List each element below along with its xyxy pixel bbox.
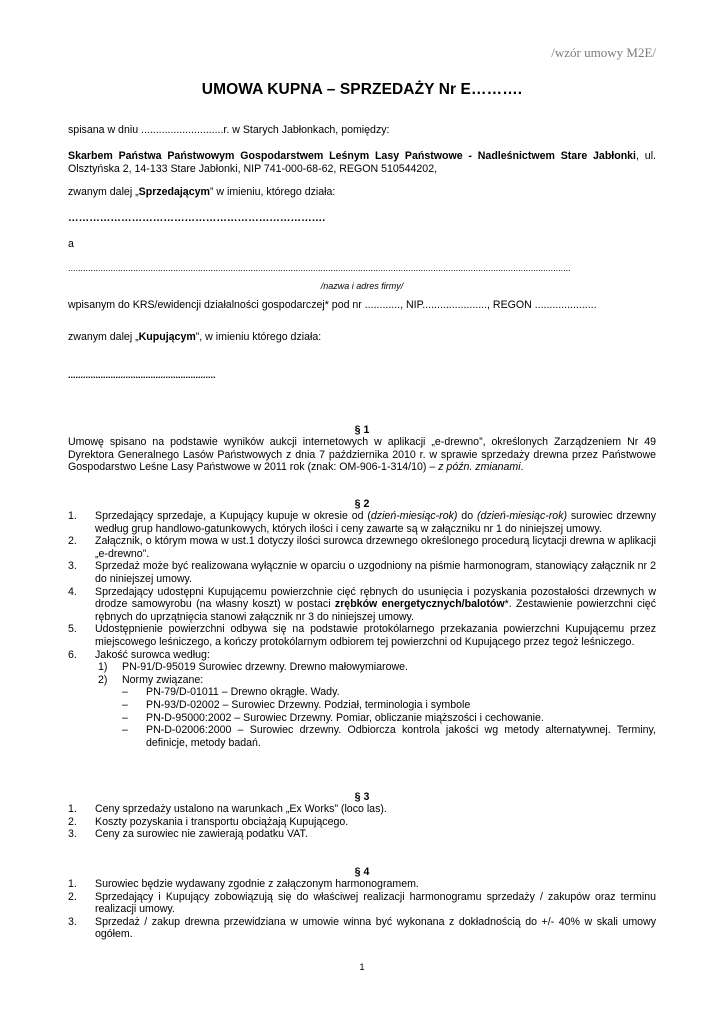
section-2-heading: § 2 [354, 498, 370, 510]
seller-block: Skarbem Państwa Państwowym Gospodarstwem Leśnym Lasy Państwowe - Nadleśnictwem Stare Jabłonki, ul. Olsztyńska 2, 14-133 Stare Jabłonki, NIP 741-000-68-62, REGON 510544202, [68, 150, 656, 175]
contract-title: UMOWA KUPNA – SPRZEDAŻY Nr E………. [201, 81, 523, 98]
section-3-list [68, 803, 656, 841]
list-item: 1. Ceny sprzedaży ustalono na warunkach „Ex Works” (loco las). [68, 803, 387, 815]
norm-item: – PN-D-02006:2000 – Surowiec drzewny. Odbiorcza kontrola jakości wg metody alternatywnej. Terminy, definicje, metody badań. [122, 724, 656, 749]
list-item: 3. Sprzedaż może być realizowana wyłącznie w oparciu o uzgodniony na piśmie harmonogram, stanowiący załącznik nr 2 do niniejszej umowy. [68, 560, 656, 585]
list-item: 2) Normy związane: – PN-79/D-01011 – Drewno okrągłe. Wady. – PN-93/D-02002 – Surowiec Drzewny. Podział, terminologia i symbole – PN-D-95000:2002 – Surowiec Drzewny. Pomiar, obliczanie miąższości i cechowanie. – PN-D-02006:2000 – Surowiec drzewny. Odbiorcza kontrola jakości wg metody alternatywnej. Terminy, definicje, metody badań. [98, 673, 656, 749]
buyer-role: Kupującym [138, 331, 196, 343]
conjunction-a: a [68, 238, 74, 250]
section-1-heading: § 1 [354, 424, 370, 436]
list-item: 4. Sprzedający udostępni Kupującemu powierzchnie cięć rębnych do usunięcia i pozyskania pozostałości drzewnych w drodze samowyrobu (na własny koszt) w postaci zrębków energetycznych/balotów*. Zestawienie powierzchni cięć rębnych do uprzątnięcia stanowi załącznik nr 3 do niniejszej umowy. [68, 585, 656, 623]
seller-called-line: zwanym dalej „Sprzedającym” w imieniu, którego działa: [68, 186, 336, 198]
list-item: 2. Załącznik, o którym mowa w ust.1 dotyczy ilości surowca drzewnego określonego procedurą licytacji drewna w aplikacji „e-drewno”. [68, 535, 656, 560]
seller-role: Sprzedającym [138, 186, 210, 198]
list-item: 1) PN-91/D-95019 Surowiec drzewny. Drewno małowymiarowe. [98, 661, 408, 674]
list-item: 6. Jakość surowca według: 1) PN-91/D-95019 Surowiec drzewny. Drewno małowymiarowe. 2) Normy związane: – PN-79/D-01011 – Drewno okrągłe. Wady. – PN-93/D-02002 – Surowiec Drzewny. Podział, terminologia i symbole – PN-D-95000:2002 – Surowiec Drzewny. Pomiar, obliczanie miąższości i cechowanie. – PN-D-02006:2000 – Surowiec drzewny. Odbiorcza kontrola jakości wg metody alternatywnej. Terminy, definicje, metody badań. [68, 648, 656, 749]
section-4-heading: § 4 [354, 866, 370, 878]
seller-address: ul. Olsztyńska 2, 14-133 Stare Jabłonki, NIP 741-000-68-62, REGON 510544202, [68, 150, 656, 175]
buyer-called-line: zwanym dalej „Kupującym”, w imieniu którego działa: [68, 331, 322, 343]
norm-item: – PN-D-95000:2002 – Surowiec Drzewny. Pomiar, obliczanie miąższości i cechowanie. [122, 711, 544, 724]
norm-item: – PN-93/D-02002 – Surowiec Drzewny. Podział, terminologia i symbole [122, 698, 471, 711]
list-item: 2. Koszty pozyskania i transportu obciążają Kupującego. [68, 815, 349, 828]
norm-item: – PN-79/D-01011 – Drewno okrągłe. Wady. [122, 686, 340, 699]
buyer-name-blank: ......................................................................................................................................................................................................... [68, 263, 571, 273]
section-3-heading: § 3 [354, 791, 370, 803]
section-1-text: Umowę spisano na podstawie wyników aukcji internetowych w aplikacji „e-drewno”, określonych Zarządzeniem Nr 49 Dyrektora Generalnego Lasów Państwowych z dnia 7 października 2010 r. w sprawie sprzedaży drewna przez Państwowe Gospodarstwo Leśne Lasy Państwowe w 2011 rok (znak: OM-906-1-314/10) – z późn. zmianami. [68, 436, 656, 474]
seller-representative-blank: ………………………………………………………………. [68, 212, 326, 224]
template-stamp: /wzór umowy M2E/ [551, 45, 656, 60]
section-4-list [68, 878, 656, 941]
section-2-list [68, 510, 656, 749]
page-number: 1 [359, 962, 365, 973]
buyer-caption: /nazwa i adres firmy/ [320, 281, 404, 291]
list-item: 5. Udostępnienie powierzchni odbywa się na podstawie protokólarnego przekazania powierzchni Kupującemu przez miejscowego leśniczego, a kończy protokólarnym odbiorem tej powierzchni od Kupującego przez tegoż leśniczego. [68, 623, 656, 648]
list-item: 1. Sprzedający sprzedaje, a Kupujący kupuje w okresie od (dzień-miesiąc-rok) do (dzień-miesiąc-rok) surowiec drzewny według grup handlowo-gatunkowych, których ilości i ceny zawarte są w załączniku nr 1 do niniejszej umowy. [68, 510, 656, 535]
list-item: 3. Sprzedaż / zakup drewna przewidziana w umowie winna być wykonana z dokładnością do +/- 40% w skali umowy ogółem. [68, 915, 656, 941]
seller-name: Skarbem Państwa Państwowym Gospodarstwem Leśnym Lasy Państwowe - Nadleśnictwem Stare Jabłonki [68, 150, 637, 162]
list-item: 1. Surowiec będzie wydawany zgodnie z załączonym harmonogramem. [68, 878, 419, 890]
signing-line: spisana w dniu ............................r. w Starych Jabłonkach, pomiędzy: [68, 124, 390, 136]
registry-line: wpisanym do KRS/ewidencji działalności gospodarczej* pod nr ............, NIP......................, REGON ..................... [68, 299, 597, 311]
list-item: 3. Ceny za surowiec nie zawierają podatku VAT. [68, 828, 308, 841]
buyer-representative-blank: ........................................................... [68, 370, 216, 380]
list-item: 2. Sprzedający i Kupujący zobowiązują się do właściwej realizacji harmonogramu sprzedaży / zakupów oraz terminu realizacji umowy. [68, 890, 656, 916]
